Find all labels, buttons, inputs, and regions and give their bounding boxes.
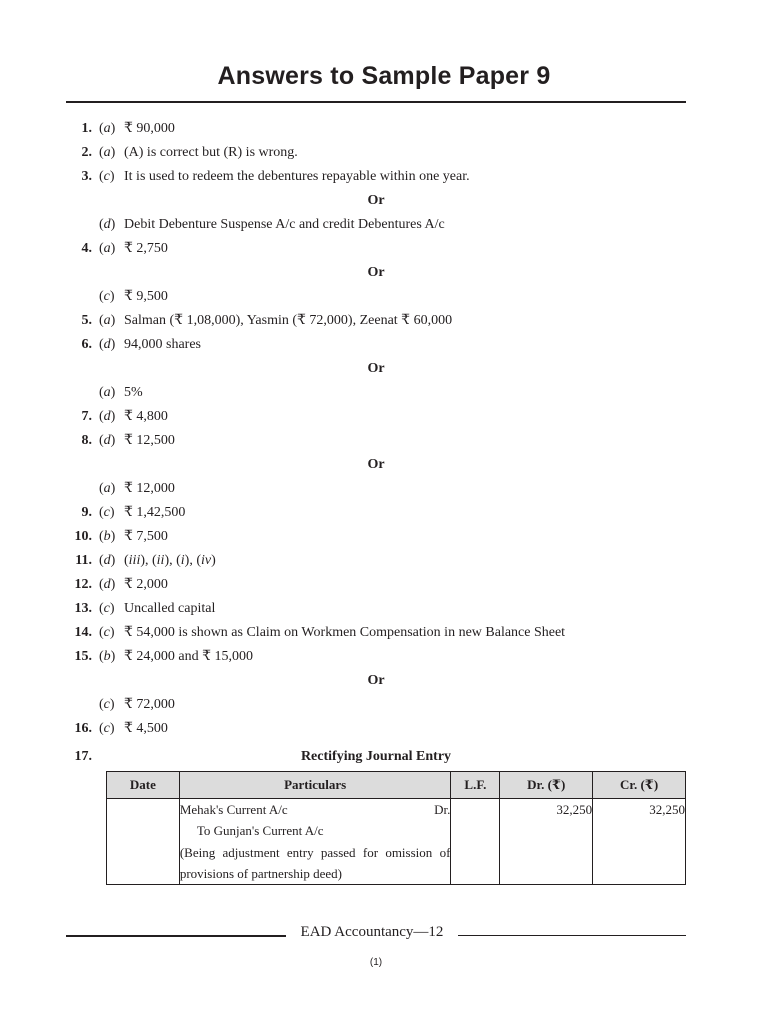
- or-separator: Or: [367, 265, 385, 280]
- answer-text: ₹ 12,000: [124, 481, 175, 496]
- answer-option: (a): [99, 481, 116, 496]
- answer-item: [0, 286, 768, 308]
- answer-item: [0, 238, 768, 260]
- answer-option: (c): [99, 625, 115, 640]
- page-number: (1): [369, 957, 383, 968]
- answer-text: (iii), (ii), (i), (iv): [124, 553, 216, 568]
- answer-number: 8.: [81, 433, 92, 448]
- answer-text: ₹ 2,750: [124, 241, 168, 256]
- answer-option: (b): [99, 529, 116, 544]
- answer-number: 11.: [75, 553, 92, 568]
- answer-item: [0, 334, 768, 356]
- answer-text: ₹ 90,000: [124, 121, 175, 136]
- answer-number: 2.: [81, 145, 92, 160]
- answer-number: 1.: [81, 121, 92, 136]
- answer-number: 9.: [81, 505, 92, 520]
- answer-option: (c): [99, 601, 115, 616]
- dr-amount: 32,250: [500, 799, 593, 885]
- footer-title: EAD Accountancy—12: [300, 924, 444, 940]
- answer-number: 13.: [74, 601, 92, 616]
- date-cell: [107, 799, 180, 885]
- answer-item: [0, 118, 768, 140]
- or-separator: Or: [367, 457, 385, 472]
- answer-option: (b): [99, 649, 116, 664]
- answer-option: (a): [99, 385, 116, 400]
- credit-account: To Gunjan's Current A/c: [196, 823, 324, 838]
- answer-text: ₹ 7,500: [124, 529, 168, 544]
- answer-text: 94,000 shares: [124, 337, 201, 352]
- answer-number: 12.: [74, 577, 92, 592]
- answer-item: [0, 526, 768, 548]
- title-rule: [66, 101, 686, 103]
- answer-option: (c): [99, 505, 115, 520]
- answer-option: (c): [99, 721, 115, 736]
- answer-number: 4.: [81, 241, 92, 256]
- lf-cell: [451, 799, 500, 885]
- answer-text: ₹ 4,500: [124, 721, 168, 736]
- answer-item: [0, 214, 768, 236]
- answer-text: ₹ 24,000 and ₹ 15,000: [124, 649, 254, 664]
- answer-number: 14.: [74, 625, 92, 640]
- answer-text: ₹ 12,500: [124, 433, 175, 448]
- debit-account: Mehak's Current A/c: [179, 802, 288, 817]
- answer-text: Uncalled capital: [124, 601, 216, 616]
- footer-rule-left: [66, 935, 286, 937]
- answer-number: 3.: [81, 169, 92, 184]
- answer-text: ₹ 4,800: [124, 409, 168, 424]
- answer-option: (d): [99, 217, 116, 232]
- col-header-cr: Cr. (₹): [593, 772, 686, 799]
- col-header-dr: Dr. (₹): [500, 772, 593, 799]
- answer-number: 6.: [81, 337, 92, 352]
- cr-amount: 32,250: [593, 799, 686, 885]
- answer-option: (c): [99, 169, 115, 184]
- answer-item: [0, 550, 768, 572]
- journal-heading: Rectifying Journal Entry: [300, 749, 452, 764]
- answer-item: [0, 382, 768, 404]
- answer-item: [0, 622, 768, 644]
- answer-item: [0, 574, 768, 596]
- answer-option: (d): [99, 337, 116, 352]
- answer-item: [0, 502, 768, 524]
- question-number: 17.: [74, 749, 92, 764]
- answer-text: ₹ 9,500: [124, 289, 168, 304]
- answer-item: [0, 694, 768, 716]
- col-header-date: Date: [107, 772, 180, 799]
- answer-number: 16.: [74, 721, 92, 736]
- answer-text: (A) is correct but (R) is wrong.: [124, 145, 298, 160]
- page-title: Answers to Sample Paper 9: [217, 62, 551, 90]
- answer-option: (a): [99, 121, 116, 136]
- footer-rule-right: [458, 935, 686, 936]
- answer-item: [0, 142, 768, 164]
- answer-text: ₹ 2,000: [124, 577, 168, 592]
- answer-option: (a): [99, 145, 116, 160]
- answer-number: 10.: [74, 529, 92, 544]
- narration: (Being adjustment entry passed for omission of provisions of partnership deed): [179, 845, 451, 881]
- col-header-particulars: Particulars: [179, 772, 451, 799]
- answer-item: [0, 166, 768, 188]
- journal-table: [106, 771, 686, 885]
- answer-text: ₹ 1,42,500: [124, 505, 186, 520]
- answer-item: [0, 430, 768, 452]
- answer-number: 7.: [81, 409, 92, 424]
- dr-marker: Dr.: [434, 802, 451, 817]
- answer-item: [0, 478, 768, 500]
- or-separator: Or: [367, 361, 385, 376]
- answer-option: (c): [99, 697, 115, 712]
- particulars-cell: [179, 799, 451, 885]
- answer-option: (d): [99, 553, 116, 568]
- answer-text: It is used to redeem the debentures repayable within one year.: [124, 169, 470, 184]
- answer-text: Debit Debenture Suspense A/c and credit Debentures A/c: [124, 217, 445, 232]
- answer-number: 5.: [81, 313, 92, 328]
- answer-option: (a): [99, 313, 116, 328]
- journal-row: [107, 799, 686, 885]
- answer-number: 15.: [74, 649, 92, 664]
- journal-header-row: [107, 772, 686, 799]
- answer-option: (a): [99, 241, 116, 256]
- answer-item: [0, 718, 768, 740]
- answer-text: ₹ 54,000 is shown as Claim on Workmen Compensation in new Balance Sheet: [124, 625, 566, 640]
- or-separator: Or: [367, 193, 385, 208]
- answer-item: [0, 310, 768, 332]
- answer-item: [0, 646, 768, 668]
- answer-text: 5%: [124, 385, 143, 400]
- answer-item: [0, 406, 768, 428]
- answer-option: (d): [99, 433, 116, 448]
- answer-option: (c): [99, 289, 115, 304]
- col-header-lf: L.F.: [451, 772, 500, 799]
- or-separator: Or: [367, 673, 385, 688]
- answer-text: ₹ 72,000: [124, 697, 175, 712]
- answer-item: [0, 598, 768, 620]
- answer-text: Salman (₹ 1,08,000), Yasmin (₹ 72,000), Zeenat ₹ 60,000: [124, 313, 453, 328]
- answer-option: (d): [99, 577, 116, 592]
- answer-option: (d): [99, 409, 116, 424]
